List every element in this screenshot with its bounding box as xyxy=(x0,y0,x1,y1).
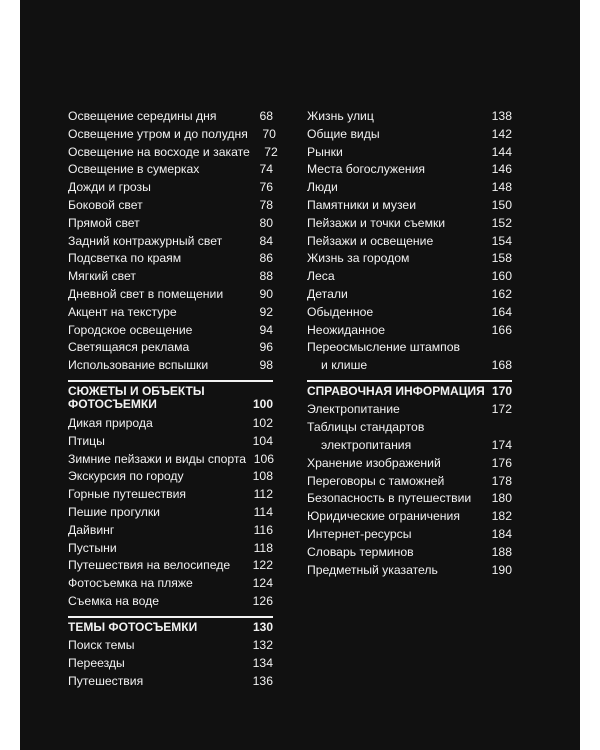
toc-page-number: 144 xyxy=(491,144,512,159)
toc-page-number: 86 xyxy=(259,251,273,266)
toc-entry-title: Светящаяся реклама xyxy=(68,340,190,355)
toc-entry xyxy=(68,486,273,504)
toc-page-number: 136 xyxy=(252,673,273,688)
section-title xyxy=(68,385,253,412)
toc-entry-title: Поиск темы xyxy=(68,638,135,653)
toc-entry-title: Подсветка по краям xyxy=(68,251,182,266)
toc-page-number: 176 xyxy=(491,455,512,470)
toc-entry-title: Общие виды xyxy=(307,126,380,141)
toc-entry-title: Освещение середины дня xyxy=(68,109,217,123)
toc-entry xyxy=(68,161,273,179)
toc-page-number: 180 xyxy=(491,491,512,506)
toc-page-number: 80 xyxy=(259,215,273,230)
toc-entry xyxy=(307,562,512,580)
toc-entry-title xyxy=(307,419,490,455)
toc-entry-title: Горные путешествия xyxy=(68,487,187,502)
toc-entry-title: Съемка на воде xyxy=(68,593,159,608)
toc-page-number: 104 xyxy=(252,433,273,448)
toc-page-number: 118 xyxy=(253,540,273,555)
toc-page-number: 184 xyxy=(491,527,512,542)
section-title: ТЕМЫ ФОТОСЪЕМКИ xyxy=(68,619,198,634)
toc-entry-title: Детали xyxy=(307,286,348,301)
section-title-line1: СЮЖЕТЫ И ОБЪЕКТЫ xyxy=(68,383,205,398)
toc-page-number: 152 xyxy=(491,215,512,230)
toc-page-number: 182 xyxy=(491,509,512,524)
toc-entry-title: Жизнь улиц xyxy=(307,109,374,123)
toc-page-number: 72 xyxy=(264,144,278,159)
toc-entry-title: Словарь терминов xyxy=(307,544,414,559)
toc-entry xyxy=(307,250,512,268)
toc-entry xyxy=(68,126,276,144)
toc-entry-title-line1: Таблицы стандартов xyxy=(307,420,425,435)
toc-entry-title: Электропитание xyxy=(307,402,400,417)
toc-page-number: 188 xyxy=(491,544,512,559)
toc-entry-title: Фотосъемка на пляже xyxy=(68,576,193,591)
section-page-number: 100 xyxy=(252,397,273,412)
toc-entry-title: Места богослужения xyxy=(307,162,425,177)
toc-page-number: 76 xyxy=(259,180,273,195)
toc-page-number: 114 xyxy=(253,504,273,519)
toc-page-number: 154 xyxy=(491,233,512,248)
toc-entry-title: Задний контражурный свет xyxy=(68,233,223,248)
toc-entry-title: Леса xyxy=(307,269,335,284)
toc-page-number: 166 xyxy=(491,322,512,337)
toc-entry-title: Пустыни xyxy=(68,540,117,555)
toc-entry-title-line2: и клише xyxy=(321,358,368,373)
toc-page-number: 146 xyxy=(491,162,512,177)
toc-page-number: 90 xyxy=(259,286,273,301)
toc-entry xyxy=(307,304,512,322)
toc-entry xyxy=(68,268,273,286)
toc-entry xyxy=(68,197,273,215)
toc-entry xyxy=(68,655,273,673)
toc-page-number: 112 xyxy=(253,487,273,502)
toc-entry-title: Обыденное xyxy=(307,304,374,319)
toc-page-number: 68 xyxy=(259,109,273,123)
toc-entry xyxy=(307,339,512,375)
toc-page-number: 138 xyxy=(491,109,512,123)
toc-entry xyxy=(307,179,512,197)
toc-entry xyxy=(307,526,512,544)
toc-entry-title: Памятники и музеи xyxy=(307,197,417,212)
toc-entry-title: Освещение утром и до полудня xyxy=(68,126,248,141)
toc-entry-title: Птицы xyxy=(68,433,105,448)
toc-section-heading xyxy=(68,380,273,412)
toc-entry-title: Пешие прогулки xyxy=(68,504,160,519)
toc-entry xyxy=(307,508,512,526)
toc-page-number: 172 xyxy=(491,402,512,417)
toc-entry xyxy=(307,455,512,473)
section-page-number: 170 xyxy=(491,383,512,398)
toc-entry xyxy=(68,357,273,375)
toc-page-number: 190 xyxy=(491,562,512,577)
toc-entry xyxy=(68,637,273,655)
toc-entry xyxy=(68,575,273,593)
toc-page-number: 96 xyxy=(259,340,273,355)
toc-page-number: 84 xyxy=(259,233,273,248)
toc-entry xyxy=(307,286,512,304)
toc-entry xyxy=(68,540,273,558)
toc-page-number: 142 xyxy=(491,126,512,141)
toc-entry xyxy=(68,286,273,304)
toc-entry-title: Юридические ограничения xyxy=(307,509,460,524)
toc-entry-title: Городское освещение xyxy=(68,322,193,337)
toc-entry xyxy=(307,233,512,251)
toc-page-number: 132 xyxy=(252,638,273,653)
toc-entry-title: Путешествия на велосипеде xyxy=(68,558,231,573)
toc-entry-title: Прямой свет xyxy=(68,215,140,230)
toc-page-number: 122 xyxy=(252,558,273,573)
toc-page-number: 70 xyxy=(262,126,276,141)
toc-page-number: 164 xyxy=(491,304,512,319)
book-page xyxy=(20,0,580,750)
toc-entry xyxy=(307,126,512,144)
toc-entry-title: Предметный указатель xyxy=(307,562,438,577)
toc-entry-title: Дожди и грозы xyxy=(68,180,151,195)
toc-entry-title: Переезды xyxy=(68,656,125,671)
toc-entry xyxy=(68,451,273,469)
toc-page-number: 78 xyxy=(259,197,273,212)
toc-entry xyxy=(68,673,273,691)
toc-entry xyxy=(68,415,273,433)
toc-entry-title-line1: Переосмысление штампов xyxy=(307,340,461,355)
toc-entry-title: Дневной свет в помещении xyxy=(68,286,224,301)
toc-page-number: 74 xyxy=(259,162,273,177)
toc-entry-title: Экскурсия по городу xyxy=(68,469,184,484)
toc-entry-title: Освещение на восходе и закате xyxy=(68,144,250,159)
toc-entry xyxy=(307,322,512,340)
section-title-line2: ФОТОСЪЕМКИ xyxy=(68,397,157,412)
toc-entry-title: Интернет-ресурсы xyxy=(307,527,412,542)
toc-entry xyxy=(68,339,273,357)
toc-entry-title: Неожиданное xyxy=(307,322,386,337)
toc-entry xyxy=(68,522,273,540)
toc-page-number: 124 xyxy=(252,576,273,591)
toc-entry xyxy=(68,144,278,162)
toc-page-number: 174 xyxy=(491,438,512,453)
toc-page-number: 162 xyxy=(491,286,512,301)
toc-entry-title: Пейзажи и освещение xyxy=(307,233,434,248)
toc-entry xyxy=(68,593,273,611)
toc-entry xyxy=(68,433,273,451)
toc-entry-title: Путешествия xyxy=(68,673,144,688)
toc-entry-title: Зимние пейзажи и виды спорта xyxy=(68,451,247,466)
toc-right-column xyxy=(307,108,512,579)
toc-entry xyxy=(307,161,512,179)
toc-page-number: 98 xyxy=(259,358,273,373)
toc-entry-title: Жизнь за городом xyxy=(307,251,410,266)
toc-entry xyxy=(307,419,512,455)
toc-page-number: 106 xyxy=(253,451,275,466)
toc-entry-title: Хранение изображений xyxy=(307,455,441,470)
toc-entry-title: Мягкий свет xyxy=(68,269,136,284)
toc-entry xyxy=(68,468,273,486)
toc-entry-title: Люди xyxy=(307,180,338,195)
toc-entry xyxy=(68,557,273,575)
toc-entry xyxy=(307,197,512,215)
toc-page-number: 94 xyxy=(259,322,273,337)
toc-entry xyxy=(68,250,273,268)
toc-page-number: 102 xyxy=(252,415,273,430)
toc-left-column xyxy=(68,108,278,691)
toc-entry xyxy=(68,215,273,233)
toc-page-number: 160 xyxy=(491,269,512,284)
toc-entry xyxy=(307,215,512,233)
toc-entry xyxy=(307,268,512,286)
section-title: СПРАВОЧНАЯ ИНФОРМАЦИЯ xyxy=(307,383,485,398)
toc-entry xyxy=(307,108,512,126)
toc-entry xyxy=(68,322,273,340)
toc-entry-title: Освещение в сумерках xyxy=(68,162,200,177)
toc-entry-title: Дайвинг xyxy=(68,522,115,537)
toc-entry-title: Использование вспышки xyxy=(68,358,209,373)
toc-page-number: 158 xyxy=(491,251,512,266)
toc-entry-title: Безопасность в путешествии xyxy=(307,491,472,506)
toc-entry xyxy=(307,401,512,419)
toc-entry-title: Переговоры с таможней xyxy=(307,473,445,488)
toc-entry-title: Дикая природа xyxy=(68,415,153,430)
toc-page-number: 88 xyxy=(259,269,273,284)
toc-page-number: 126 xyxy=(252,593,273,608)
toc-page-number: 92 xyxy=(259,304,273,319)
toc-entry xyxy=(68,179,273,197)
toc-entry-title: Пейзажи и точки съемки xyxy=(307,215,446,230)
toc-page-number: 168 xyxy=(491,358,512,373)
toc-page-number: 134 xyxy=(252,656,273,671)
toc-entry xyxy=(68,108,273,126)
toc-entry-title: Боковой свет xyxy=(68,197,143,212)
toc-page-number: 150 xyxy=(491,197,512,212)
toc-entry-title: Рынки xyxy=(307,144,343,159)
toc-page-number: 116 xyxy=(253,522,273,537)
toc-page-number: 148 xyxy=(491,180,512,195)
toc-entry xyxy=(68,504,273,522)
toc-section-heading xyxy=(307,380,512,399)
toc-entry xyxy=(307,144,512,162)
toc-entry xyxy=(68,233,273,251)
toc-entry xyxy=(68,304,273,322)
toc-page-number: 108 xyxy=(252,469,273,484)
toc-entry-title-line2: электропитания xyxy=(321,438,412,453)
toc-entry-title xyxy=(307,339,490,375)
toc-page-number: 178 xyxy=(491,473,512,488)
toc-entry-title: Акцент на текстуре xyxy=(68,304,177,319)
toc-entry xyxy=(307,490,512,508)
section-page-number: 130 xyxy=(252,619,273,634)
toc-section-heading xyxy=(68,616,273,635)
toc-entry xyxy=(307,544,512,562)
toc-entry xyxy=(307,473,512,491)
